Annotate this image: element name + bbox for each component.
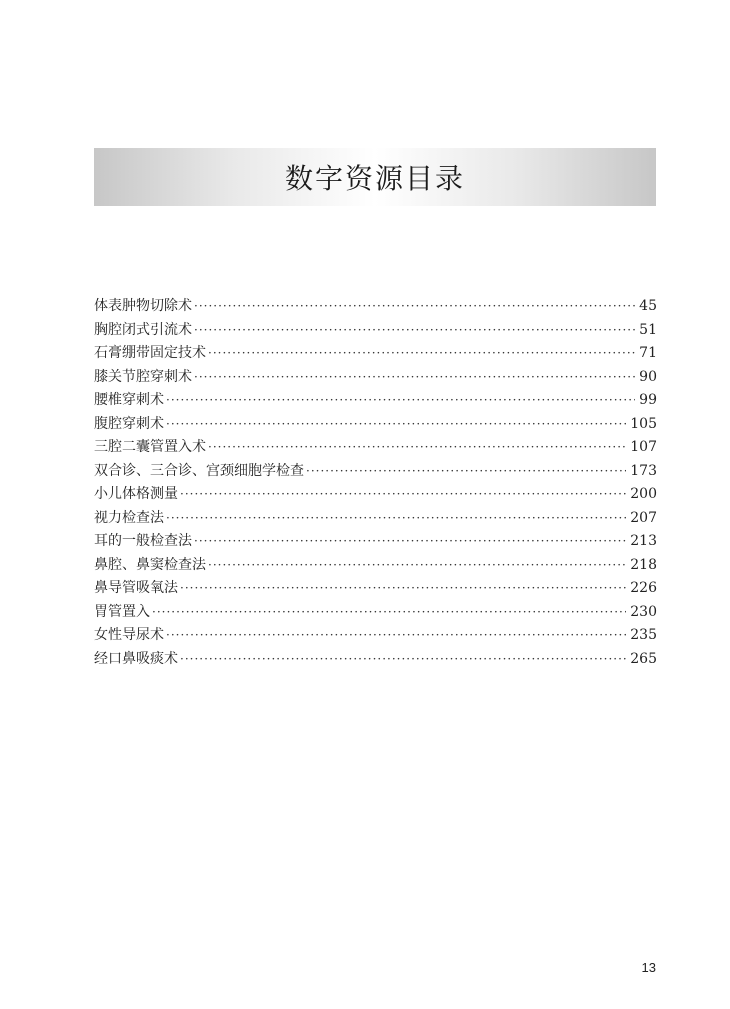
toc-entry-label: 女性导尿术 xyxy=(94,627,164,643)
toc-leader-dots xyxy=(166,507,626,531)
page-title: 数字资源目录 xyxy=(284,162,465,195)
toc-entry[interactable] xyxy=(94,413,657,437)
toc-leader-dots xyxy=(166,389,635,413)
toc-entry-label: 小儿体格测量 xyxy=(94,486,178,502)
toc-entry[interactable] xyxy=(94,436,657,460)
toc-entry-page: 99 xyxy=(639,392,657,408)
toc-entry-label: 鼻腔、鼻窦检查法 xyxy=(94,556,206,573)
toc-entry[interactable] xyxy=(94,366,657,390)
toc-entry-page: 200 xyxy=(630,486,657,502)
toc-leader-dots xyxy=(180,483,626,507)
toc-leader-dots xyxy=(166,413,626,437)
toc-entry-label: 腹腔穿刺术 xyxy=(94,415,164,432)
toc-entry-page: 107 xyxy=(630,439,657,455)
toc-entry[interactable] xyxy=(94,460,657,484)
toc-entry[interactable] xyxy=(94,507,657,531)
toc-leader-dots xyxy=(194,319,635,343)
toc-entry-label: 腰椎穿刺术 xyxy=(94,392,164,408)
toc-entry-page: 230 xyxy=(630,603,657,620)
toc-entry[interactable] xyxy=(94,389,657,413)
title-banner xyxy=(94,148,656,206)
toc-entry[interactable] xyxy=(94,648,657,672)
toc-leader-dots xyxy=(194,530,626,554)
toc-leader-dots xyxy=(208,554,626,578)
toc-entry-page: 235 xyxy=(630,627,657,643)
toc-entry-label: 体表肿物切除术 xyxy=(94,298,192,314)
toc-entry[interactable] xyxy=(94,319,657,343)
toc-entry-page: 213 xyxy=(630,533,657,549)
toc-entry-label: 胸腔闭式引流术 xyxy=(94,321,192,338)
toc-entry-page: 265 xyxy=(630,650,657,667)
toc-entry-page: 207 xyxy=(630,509,657,526)
toc-leader-dots xyxy=(194,295,635,319)
toc-entry[interactable] xyxy=(94,577,657,601)
toc-entry-page: 71 xyxy=(639,345,657,361)
toc-leader-dots xyxy=(194,366,635,390)
toc-entry[interactable] xyxy=(94,295,657,319)
toc-leader-dots xyxy=(208,436,626,460)
toc-leader-dots xyxy=(306,460,626,484)
toc-leader-dots xyxy=(152,601,626,625)
toc-entry[interactable] xyxy=(94,601,657,625)
toc-leader-dots xyxy=(180,577,626,601)
toc-entry[interactable] xyxy=(94,554,657,578)
toc-entry-label: 三腔二囊管置入术 xyxy=(94,439,206,455)
toc-entry-label: 胃管置入 xyxy=(94,603,150,620)
toc-entry[interactable] xyxy=(94,624,657,648)
toc-entry-label: 耳的一般检查法 xyxy=(94,533,192,549)
toc-entry-label: 膝关节腔穿刺术 xyxy=(94,368,192,385)
toc-leader-dots xyxy=(208,342,635,366)
toc-entry-label: 视力检查法 xyxy=(94,509,164,526)
toc-entry-page: 45 xyxy=(639,298,657,314)
toc-entry-label: 双合诊、三合诊、宫颈细胞学检查 xyxy=(94,462,304,479)
toc-entry-page: 226 xyxy=(630,580,657,596)
toc-entry-page: 51 xyxy=(639,321,657,338)
toc-entry-label: 石膏绷带固定技术 xyxy=(94,345,206,361)
toc-entry-page: 173 xyxy=(630,462,657,479)
toc-entry[interactable] xyxy=(94,530,657,554)
toc-entry[interactable] xyxy=(94,483,657,507)
toc-leader-dots xyxy=(180,648,626,672)
toc-entry-label: 经口鼻吸痰术 xyxy=(94,650,178,667)
toc-entry-page: 90 xyxy=(639,368,657,385)
table-of-contents xyxy=(94,295,657,671)
toc-leader-dots xyxy=(166,624,626,648)
page-number: 13 xyxy=(641,960,656,975)
toc-entry[interactable] xyxy=(94,342,657,366)
toc-entry-label: 鼻导管吸氧法 xyxy=(94,580,178,596)
toc-entry-page: 218 xyxy=(630,556,657,573)
toc-entry-page: 105 xyxy=(630,415,657,432)
